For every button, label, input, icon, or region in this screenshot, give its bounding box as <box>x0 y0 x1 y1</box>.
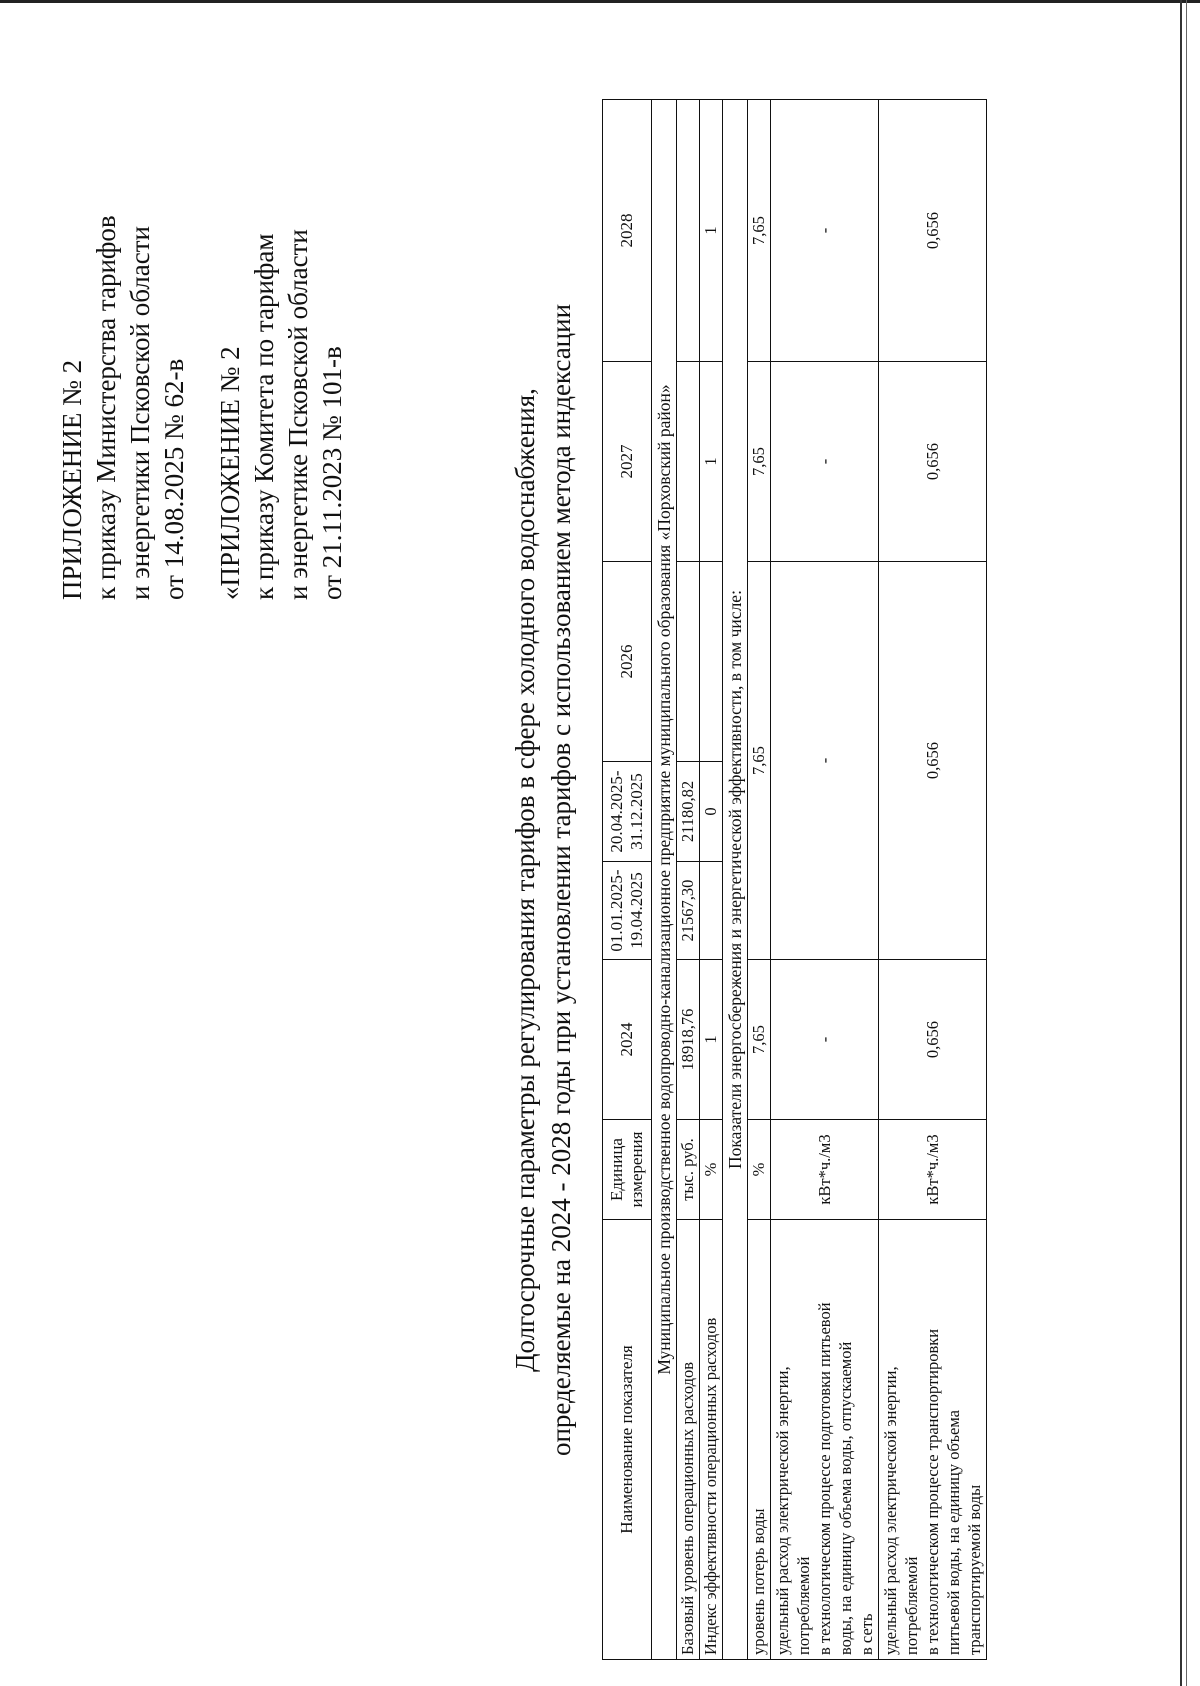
row-electricity-transport-name-line-4: питьевой воды, на единицу объема <box>944 1409 963 1655</box>
appendix-previous-line-3: и энергетике Псковской области <box>283 229 313 600</box>
appendix-current-line-3: и энергетики Псковской области <box>125 226 155 600</box>
row-efficiency-index-2028: 1 <box>700 100 723 362</box>
header-unit-line-1: Единица <box>607 1138 626 1201</box>
header-2026: 2026 <box>603 562 652 762</box>
row-electricity-transport-name-line-1: удельный расход электрической энергии, <box>881 1366 900 1655</box>
appendix-previous-line-4: от 21.11.2023 № 101-в <box>317 346 347 600</box>
header-period-2-line-1: 20.04.2025- <box>607 770 626 853</box>
row-electricity-transport-name-line-2: потребляемой <box>902 1556 921 1655</box>
header-period-2 <box>603 762 652 862</box>
row-electricity-prep-2028: - <box>771 100 879 362</box>
scan-edge-right-inner <box>1186 0 1187 1686</box>
row-electricity-prep-name-line-4: воды, на единицу объема воды, отпускаемой <box>836 1341 855 1655</box>
table-row <box>748 100 771 1660</box>
table-header-row <box>603 100 652 1660</box>
row-base-level-2027 <box>677 362 700 562</box>
row-efficiency-index-period-1 <box>700 862 723 960</box>
row-water-loss-2025-2026: 7,65 <box>748 562 771 960</box>
row-electricity-transport-name-line-5: транспортируемой воды <box>965 1484 984 1655</box>
row-electricity-transport-2027: 0,656 <box>879 362 987 562</box>
row-base-level-period-1: 21567,30 <box>677 862 700 960</box>
row-efficiency-index-name: Индекс эффективности операционных расходов <box>700 1220 723 1660</box>
appendix-previous-block <box>213 100 349 600</box>
scan-edge-right <box>1180 0 1182 1686</box>
row-water-loss-2027: 7,65 <box>748 362 771 562</box>
row-electricity-transport-2025-2026: 0,656 <box>879 562 987 960</box>
header-period-1 <box>603 862 652 960</box>
organization-name: Муниципальное производственное водопроводно-канализационное предприятие муниципального образования «Порховский район» <box>652 100 677 1660</box>
row-base-level-2028 <box>677 100 700 362</box>
scan-edge-top <box>0 0 1200 3</box>
row-water-loss-2028: 7,65 <box>748 100 771 362</box>
row-electricity-prep-name-line-3: в технологическом процессе подготовки питьевой <box>815 1302 834 1655</box>
header-unit <box>603 1120 652 1220</box>
appendix-current-block <box>55 100 191 600</box>
row-base-level-name: Базовый уровень операционных расходов <box>677 1220 700 1660</box>
row-efficiency-index-2027: 1 <box>700 362 723 562</box>
energy-indicators-header-row <box>723 100 748 1660</box>
parameters-table <box>602 99 987 1660</box>
header-period-2-line-2: 31.12.2025 <box>627 773 646 850</box>
row-electricity-transport-name-line-3: в технологическом процессе транспортировки <box>923 1328 942 1655</box>
row-efficiency-index-unit: % <box>700 1120 723 1220</box>
row-electricity-transport-2028: 0,656 <box>879 100 987 362</box>
row-electricity-transport-unit: кВт*ч./м3 <box>879 1120 987 1220</box>
table-row <box>879 100 987 1660</box>
row-water-loss-name: уровень потерь воды <box>748 1220 771 1660</box>
header-2027: 2027 <box>603 362 652 562</box>
row-base-level-unit: тыс. руб. <box>677 1120 700 1220</box>
organization-row <box>652 100 677 1660</box>
header-2028: 2028 <box>603 100 652 362</box>
header-unit-line-2: измерения <box>627 1131 646 1208</box>
row-electricity-prep-name-line-1: удельный расход электрической энергии, <box>773 1366 792 1655</box>
appendix-previous-line-2: к приказу Комитета по тарифам <box>249 233 279 600</box>
row-electricity-prep-name-line-5: в сеть <box>857 1613 876 1655</box>
document-title <box>507 100 579 1660</box>
row-electricity-prep-2027: - <box>771 362 879 562</box>
row-electricity-prep-2024: - <box>771 960 879 1120</box>
row-base-level-2024: 18918,76 <box>677 960 700 1120</box>
table-row <box>677 100 700 1660</box>
appendix-current-line-2: к приказу Министерства тарифов <box>91 215 121 600</box>
header-2024: 2024 <box>603 960 652 1120</box>
header-period-1-line-2: 19.04.2025 <box>627 872 646 949</box>
row-water-loss-unit: % <box>748 1120 771 1220</box>
header-period-1-line-1: 01.01.2025- <box>607 869 626 952</box>
table-row <box>771 100 879 1660</box>
row-base-level-2026 <box>677 562 700 762</box>
row-efficiency-index-period-2: 0 <box>700 762 723 862</box>
appendix-current-line-4: от 14.08.2025 № 62-в <box>159 358 189 600</box>
row-electricity-transport-2024: 0,656 <box>879 960 987 1120</box>
row-efficiency-index-2024: 1 <box>700 960 723 1120</box>
title-line-1: Долгосрочные параметры регулирования тарифов в сфере холодного водоснабжения, <box>510 388 540 1372</box>
table-row <box>700 100 723 1660</box>
header-name: Наименование показателя <box>603 1220 652 1660</box>
rotated-document-page <box>45 100 1045 1660</box>
row-electricity-prep-2025-2026: - <box>771 562 879 960</box>
appendix-current-line-1: ПРИЛОЖЕНИЕ № 2 <box>57 359 87 600</box>
row-electricity-prep-unit: кВт*ч./м3 <box>771 1120 879 1220</box>
row-base-level-period-2: 21180,82 <box>677 762 700 862</box>
row-electricity-transport-name <box>879 1220 987 1660</box>
row-electricity-prep-name <box>771 1220 879 1660</box>
row-efficiency-index-2026 <box>700 562 723 762</box>
row-water-loss-2024: 7,65 <box>748 960 771 1120</box>
energy-indicators-header: Показатели энергосбережения и энергетической эффективности, в том числе: <box>723 100 748 1660</box>
appendix-previous-line-1: «ПРИЛОЖЕНИЕ № 2 <box>215 346 245 600</box>
title-line-2: определяемые на 2024 - 2028 годы при установлении тарифов с использованием метода индексации <box>546 303 576 1457</box>
row-electricity-prep-name-line-2: потребляемой <box>794 1556 813 1655</box>
